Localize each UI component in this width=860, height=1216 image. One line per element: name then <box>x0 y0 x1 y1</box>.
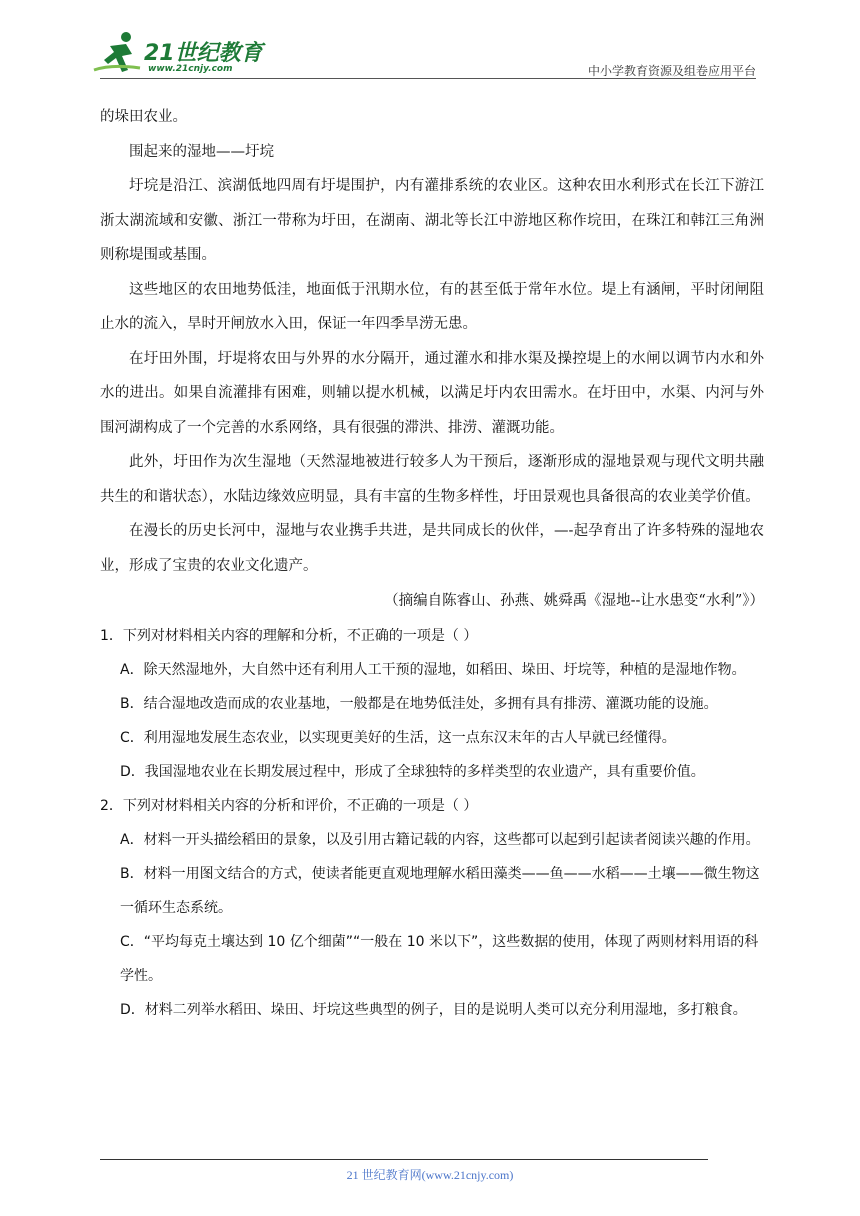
runner-icon <box>92 30 144 76</box>
passage-paragraph: 这些地区的农田地势低洼，地面低于汛期水位，有的甚至低于常年水位。堤上有涵闸，平时闭闸阻止水的流入，旱时开闸放水入田，保证一年四季旱涝无患。 <box>100 281 764 332</box>
site-logo[interactable] <box>92 30 272 78</box>
option-d[interactable]: D．我国湿地农业在长期发展过程中，形成了全球独特的多样类型的农业遗产，具有重要价值。 <box>120 764 705 780</box>
passage-subtitle: 围起来的湿地——圩垸 <box>129 143 274 160</box>
passage-paragraph: 在漫长的历史长河中，湿地与农业携手共进，是共同成长的伙伴，—-起孕育出了许多特殊的湿地农业，形成了宝贵的农业文化遗产。 <box>100 523 764 574</box>
passage-line: 的垛田农业。 <box>100 109 187 125</box>
question-stem: 2．下列对材料相关内容的分析和评价，不正确的一项是（ ） <box>100 798 478 814</box>
passage-source: （摘编自陈睿山、孙燕、姚舜禹《湿地--让水患变“水利”》） <box>384 593 764 609</box>
option-b[interactable]: B．结合湿地改造而成的农业基地，一般都是在地势低洼处，多拥有具有排涝、灌溉功能的设施。 <box>120 696 718 712</box>
logo-url: www.21cnjy.com <box>148 64 233 74</box>
option-c[interactable]: C．“平均每克土壤达到 10 亿个细菌”“一般在 10 米以下”，这些数据的使用，体现了两则材料用语的科学性。 <box>120 934 759 984</box>
footer-divider <box>100 1159 708 1160</box>
question-stem: 1．下列对材料相关内容的理解和分析，不正确的一项是（ ） <box>100 628 478 644</box>
option-c[interactable]: C．利用湿地发展生态农业，以实现更美好的生活，这一点东汉末年的古人早就已经懂得。 <box>120 730 676 746</box>
passage-paragraph: 此外，圩田作为次生湿地（天然湿地被进行较多人为干预后，逐渐形成的湿地景观与现代文明共融共生的和谐状态），水陆边缘效应明显，具有丰富的生物多样性，圩田景观也具备很高的农业美学价值。 <box>100 454 764 505</box>
passage-paragraph: 圩垸是沿江、滨湖低地四周有圩堤围护，内有灌排系统的农业区。这种农田水利形式在长江下游江浙太湖流域和安徽、浙江一带称为圩田，在湖南、湖北等长江中游地区称作垸田，在珠江和韩江三角洲则称堤围或基围。 <box>100 178 764 263</box>
passage-paragraph: 在圩田外围，圩堤将农田与外界的水分隔开，通过灌水和排水渠及操控堤上的水闸以调节内水和外水的进出。如果自流灌排有困难，则辅以提水机械，以满足圩内农田需水。在圩田中，水渠、内河与外围河湖构成了一个完善的水系网络，具有很强的滞洪、排涝、灌溉功能。 <box>100 350 764 436</box>
page-header <box>0 0 860 84</box>
option-a[interactable]: A．除天然湿地外，大自然中还有利用人工干预的湿地，如稻田、垛田、圩垸等，种植的是湿地作物。 <box>120 662 746 678</box>
question-2 <box>100 789 764 1027</box>
footer-link[interactable]: 21 世纪教育网(www.21cnjy.com) <box>346 1168 514 1182</box>
option-b[interactable]: B．材料一用图文结合的方式，使读者能更直观地理解水稻田藻类——鱼——水稻——土壤——微生物这一循环生态系统。 <box>120 866 760 916</box>
option-d[interactable]: D．材料二列举水稻田、垛田、圩垸这些典型的例子，目的是说明人类可以充分利用湿地，多打粮食。 <box>120 1002 747 1018</box>
platform-name: 中小学教育资源及组卷应用平台 <box>587 64 756 78</box>
logo-text: 21世纪教育 <box>144 41 263 66</box>
question-1 <box>100 619 764 789</box>
option-a[interactable]: A．材料一开头描绘稻田的景象，以及引用古籍记载的内容，这些都可以起到引起读者阅读兴趣的作用。 <box>120 832 760 848</box>
document-body <box>100 100 764 1027</box>
header-divider <box>100 78 756 79</box>
